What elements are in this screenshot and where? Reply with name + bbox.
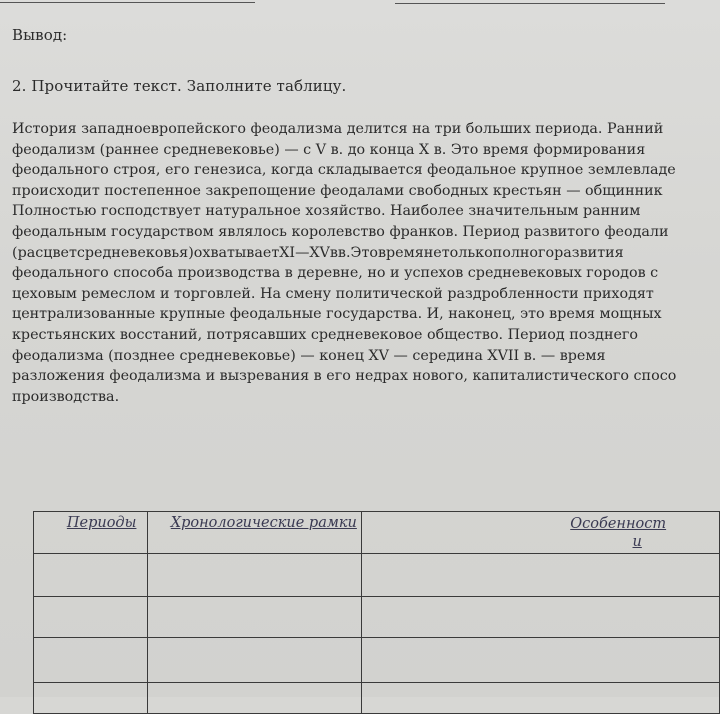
- passage-line: (расцветсредневековья)охватываетXI—XVвв.Этовремянетолькополногоразвития: [12, 244, 624, 261]
- table-cell[interactable]: [148, 683, 362, 714]
- header-features: Особенност и: [362, 512, 720, 554]
- passage-line: разложения феодализма и вызревания в его недрах нового, капиталистического спосо: [12, 368, 677, 385]
- header-chronology: Хронологические рамки: [148, 512, 362, 554]
- passage-line: происходит постепенное закрепощение феодалами свободных крестьян — общинник: [12, 182, 663, 199]
- answer-line-right: [395, 3, 665, 4]
- table-cell[interactable]: [362, 597, 720, 638]
- passage-line: феодализма (позднее средневековье) — конец XV — середина XVII в. — время: [12, 347, 606, 364]
- conclusion-label: Вывод:: [12, 26, 68, 44]
- table-row: [34, 683, 720, 714]
- table-cell[interactable]: [34, 683, 148, 714]
- passage-line: История западноевропейского феодализма делится на три больших периода. Ранний: [12, 121, 664, 137]
- table-cell[interactable]: [148, 638, 362, 683]
- periods-table: [33, 511, 720, 714]
- table-cell[interactable]: [362, 683, 720, 714]
- table-cell[interactable]: [362, 638, 720, 683]
- table-cell[interactable]: [362, 554, 720, 597]
- table-cell[interactable]: [34, 554, 148, 597]
- table-cell[interactable]: [148, 597, 362, 638]
- passage-line: крестьянских восстаний, потрясавших средневековое общество. Период позднего: [12, 326, 639, 343]
- passage-line: Полностью господствует натуральное хозяйство. Наиболее значительным ранним: [12, 203, 641, 220]
- table-cell[interactable]: [34, 638, 148, 683]
- history-passage: [12, 119, 720, 407]
- table-row: [34, 638, 720, 683]
- passage-line: феодального способа производства в деревне, но и успехов средневековых городов с: [12, 265, 659, 282]
- passage-line: производства.: [12, 388, 120, 405]
- table-header-row: [34, 512, 720, 554]
- answer-line-left: [0, 2, 255, 3]
- passage-line: феодальным государством являлось королевство франков. Период развитого феодали: [12, 223, 669, 240]
- top-rule-lines: [0, 0, 720, 8]
- passage-line: централизованные крупные феодальные государства. И, наконец, это время мощных: [12, 306, 662, 323]
- table-row: [34, 554, 720, 597]
- passage-line: цеховым ремеслом и торговлей. На смену политической раздробленности приходят: [12, 285, 654, 302]
- table-cell[interactable]: [148, 554, 362, 597]
- table-row: [34, 597, 720, 638]
- passage-line: феодализм (раннее средневековье) — с V в. до конца X в. Это время формирования: [12, 141, 646, 158]
- table-cell[interactable]: [34, 597, 148, 638]
- header-periods: Периоды: [34, 512, 148, 554]
- passage-line: феодального строя, его генезиса, когда складывается феодальное крупное землевладе: [12, 162, 676, 179]
- task-heading: 2. Прочитайте текст. Заполните таблицу.: [12, 77, 347, 95]
